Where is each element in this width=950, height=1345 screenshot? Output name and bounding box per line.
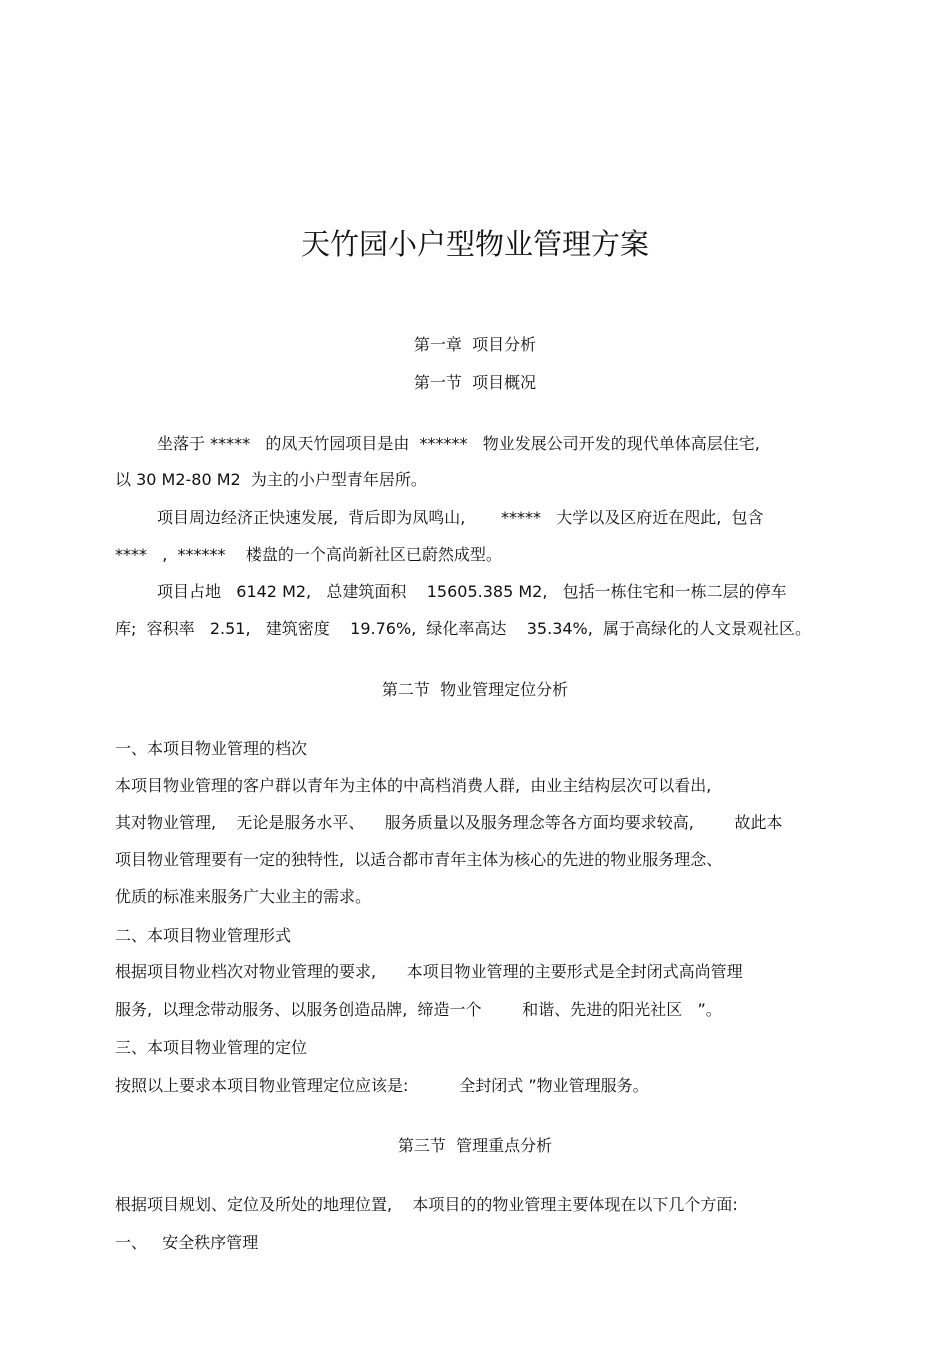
paragraph-line: 坐落于 ***** 的凤天竹园项目是由 ****** 物业发展公司开发的现代单体高层住宅, — [157, 434, 760, 453]
section-heading: 第一节 项目概况 — [413, 373, 537, 392]
paragraph-line: 按照以上要求本项目物业管理定位应该是: 全封闭式 ”物业管理服务。 — [115, 1076, 649, 1095]
paragraph-line: 以 30 M2-80 M2 为主的小户型青年居所。 — [115, 470, 427, 489]
subheading: 三、本项目物业管理的定位 — [115, 1038, 308, 1057]
paragraph-line: 项目周边经济正快速发展, 背后即为凤鸣山, ***** 大学以及区府近在咫此, 包含 — [157, 508, 764, 527]
document-title: 天竹园小户型物业管理方案 — [300, 227, 649, 261]
chapter-heading: 第一章 项目分析 — [413, 335, 537, 354]
subheading: 二、本项目物业管理形式 — [115, 926, 292, 945]
paragraph-line: 项目物业管理要有一定的独特性, 以适合都市青年主体为核心的先进的物业服务理念、 — [115, 850, 723, 869]
paragraph-line: 服务, 以理念带动服务、以服务创造品牌, 缔造一个 和谐、先进的阳光社区 ”。 — [115, 1000, 722, 1019]
paragraph-line: 根据项目规划、定位及所处的地理位置, 本项目的的物业管理主要体现在以下几个方面: — [115, 1195, 738, 1214]
section-heading: 第三节 管理重点分析 — [397, 1136, 553, 1155]
paragraph-line: 根据项目物业档次对物业管理的要求, 本项目物业管理的主要形式是全封闭式高尚管理 — [115, 962, 743, 981]
section-heading: 第二节 物业管理定位分析 — [381, 680, 569, 699]
paragraph-line: 本项目物业管理的客户群以青年为主体的中高档消费人群, 由业主结构层次可以看出, — [115, 776, 712, 795]
paragraph-line: 项目占地 6142 M2, 总建筑面积 15605.385 M2, 包括一栋住宅和一栋二层的停车 — [157, 582, 787, 601]
paragraph-line: 库; 容积率 2.51, 建筑密度 19.76%, 绿化率高达 35.34%, 属于高绿化的人文景观社区。 — [115, 619, 812, 638]
paragraph-line: **** , ****** 楼盘的一个高尚新社区已蔚然成型。 — [115, 545, 502, 564]
paragraph-line: 优质的标准来服务广大业主的需求。 — [115, 887, 372, 906]
paragraph-line: 其对物业管理, 无论是服务水平、 服务质量以及服务理念等各方面均要求较高, 故此本 — [115, 813, 783, 832]
subheading: 一、本项目物业管理的档次 — [115, 739, 308, 758]
subheading: 一、 安全秩序管理 — [115, 1233, 259, 1252]
